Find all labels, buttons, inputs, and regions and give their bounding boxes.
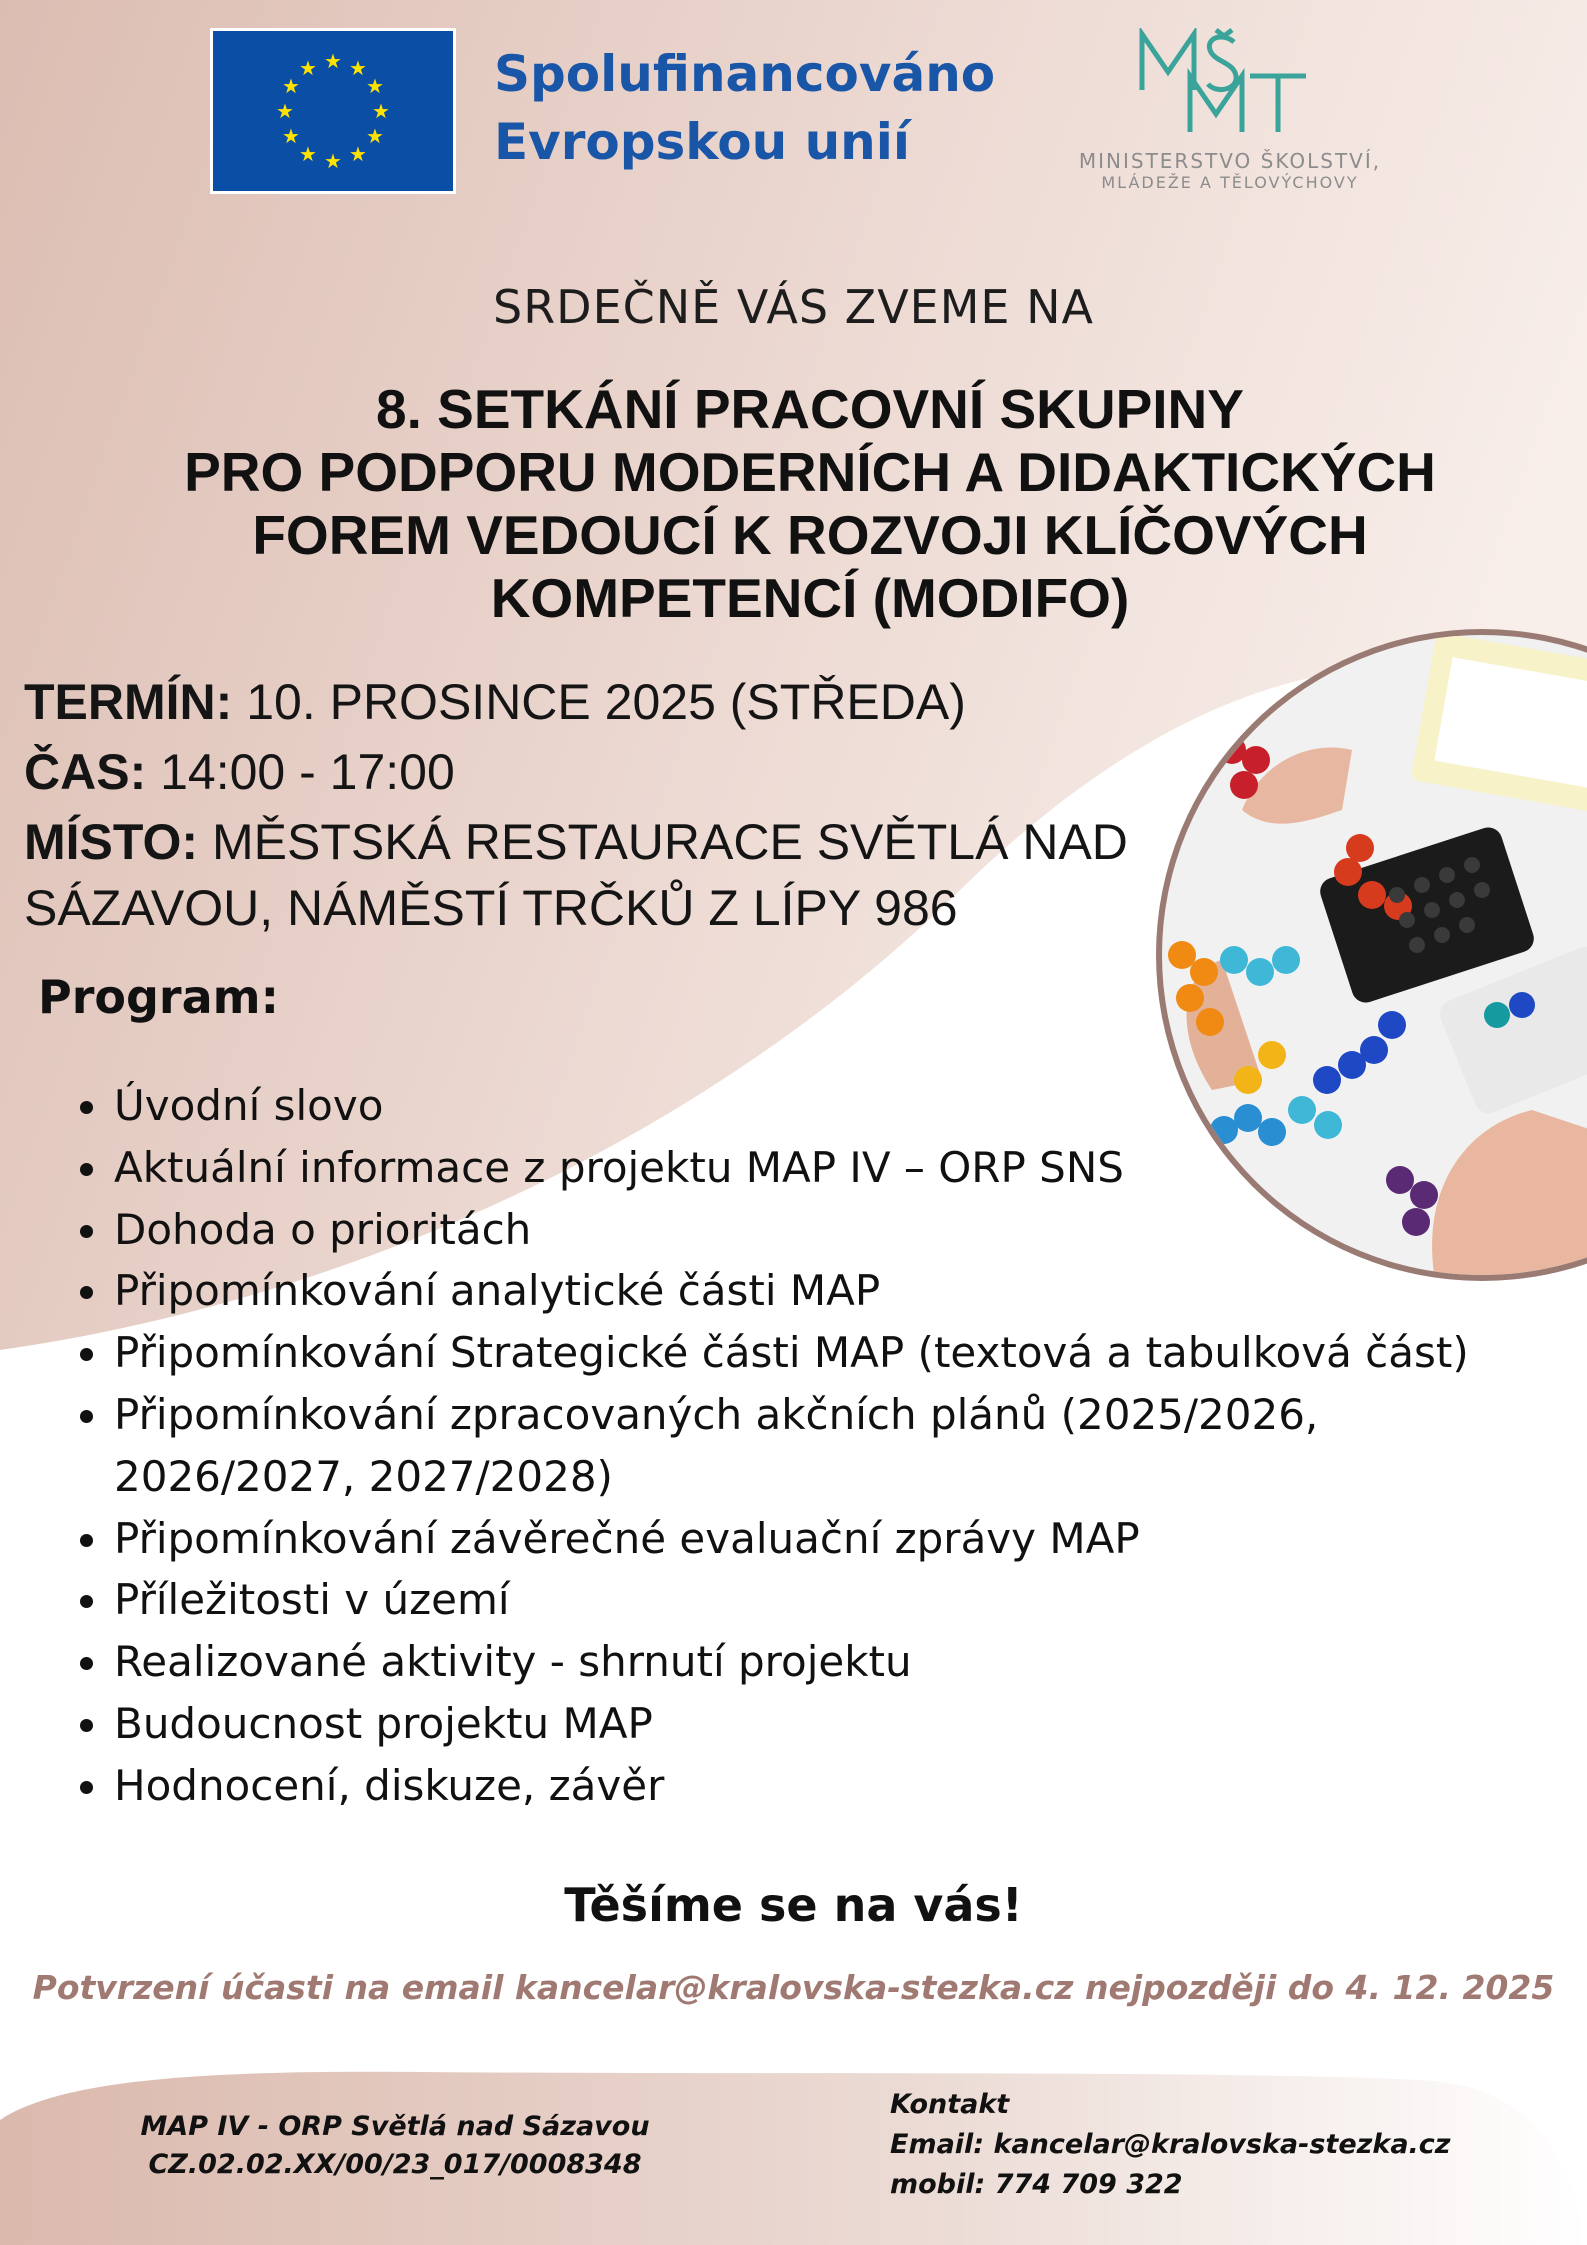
program-item: Připomínkování analytické části MAP: [76, 1260, 1496, 1322]
program-item: Připomínkování Strategické části MAP (textová a tabulková část): [76, 1322, 1496, 1384]
program-list: [76, 1075, 1496, 1817]
event-place: [24, 812, 1144, 872]
event-title: [80, 378, 1540, 630]
msmt-name-line2: MLÁDEŽE A TĚLOVÝCHOVY: [1101, 173, 1359, 192]
closing-line: Těšíme se na vás!: [564, 1878, 1023, 1932]
svg-text:★: ★: [349, 56, 367, 80]
svg-text:★: ★: [299, 142, 317, 166]
program-item: Úvodní slovo: [76, 1075, 1496, 1137]
place-label: MÍSTO:: [24, 814, 199, 870]
contact-heading: Kontakt: [890, 2089, 1010, 2120]
eu-text-line1: Spolufinancováno: [494, 45, 996, 103]
program-item: Dohoda o prioritách: [76, 1199, 1496, 1261]
svg-text:★: ★: [372, 99, 390, 123]
svg-text:★: ★: [366, 124, 384, 148]
svg-text:★: ★: [299, 56, 317, 80]
svg-text:★: ★: [276, 99, 294, 123]
program-item: Hodnocení, diskuze, závěr: [76, 1755, 1496, 1817]
invitation-line: SRDEČNĚ VÁS ZVEME NA: [493, 280, 1094, 334]
program-heading: Program:: [38, 970, 279, 1024]
msmt-logo: [1130, 28, 1320, 138]
event-time: [24, 742, 455, 802]
project-name: MAP IV - ORP Světlá nad Sázavou: [140, 2111, 650, 2142]
svg-text:★: ★: [282, 74, 300, 98]
program-item: Realizované aktivity - shrnutí projektu: [76, 1631, 1496, 1693]
title-line: 8. SETKÁNÍ PRACOVNÍ SKUPINY: [376, 378, 1244, 440]
svg-text:★: ★: [282, 124, 300, 148]
time-label: ČAS:: [24, 744, 147, 800]
svg-text:★: ★: [366, 74, 384, 98]
place-value-line1: MĚSTSKÁ RESTAURACE SVĚTLÁ NAD: [198, 814, 1128, 870]
contact-phone[interactable]: mobil: 774 709 322: [890, 2169, 1183, 2200]
contact-email[interactable]: Email: kancelar@kralovska-stezka.cz: [890, 2129, 1451, 2160]
contact-info: [890, 2085, 1540, 2205]
svg-text:★: ★: [324, 149, 342, 173]
program-item: Připomínkování zpracovaných akčních plánů (2025/2026, 2026/2027, 2027/2028): [76, 1384, 1344, 1508]
eu-flag-logo: [210, 28, 456, 194]
project-info: [120, 2108, 670, 2184]
title-line: FOREM VEDOUCÍ K ROZVOJI KLÍČOVÝCH: [252, 504, 1368, 566]
event-date: [24, 672, 966, 732]
eu-cofunding-text: [494, 40, 995, 176]
program-item: Připomínkování závěrečné evaluační zprávy MAP: [76, 1508, 1496, 1570]
title-line: KOMPETENCÍ (MODIFO): [490, 567, 1130, 629]
program-item: Příležitosti v území: [76, 1569, 1496, 1631]
eu-stars-icon: [213, 31, 453, 191]
eu-text-line2: Evropskou unií: [494, 113, 911, 171]
program-item: Aktuální informace z projektu MAP IV – ORP SNS: [76, 1137, 1496, 1199]
svg-text:★: ★: [349, 142, 367, 166]
msmt-name-line1: MINISTERSTVO ŠKOLSTVÍ,: [1078, 149, 1382, 173]
date-label: TERMÍN:: [24, 674, 233, 730]
msmt-name: [1050, 150, 1410, 194]
time-value: 14:00 - 17:00: [146, 744, 455, 800]
svg-text:★: ★: [324, 49, 342, 73]
rsvp-notice: Potvrzení účasti na email kancelar@kralovska-stezka.cz nejpozději do 4. 12. 2025: [32, 1968, 1555, 2007]
project-code: CZ.02.02.XX/00/23_017/0008348: [148, 2149, 642, 2180]
title-line: PRO PODPORU MODERNÍCH A DIDAKTICKÝCH: [184, 441, 1436, 503]
program-item: Budoucnost projektu MAP: [76, 1693, 1496, 1755]
place-value-line2: SÁZAVOU, NÁMĚSTÍ TRČKŮ Z LÍPY 986: [24, 880, 958, 936]
date-value: 10. PROSINCE 2025 (STŘEDA): [232, 674, 966, 730]
